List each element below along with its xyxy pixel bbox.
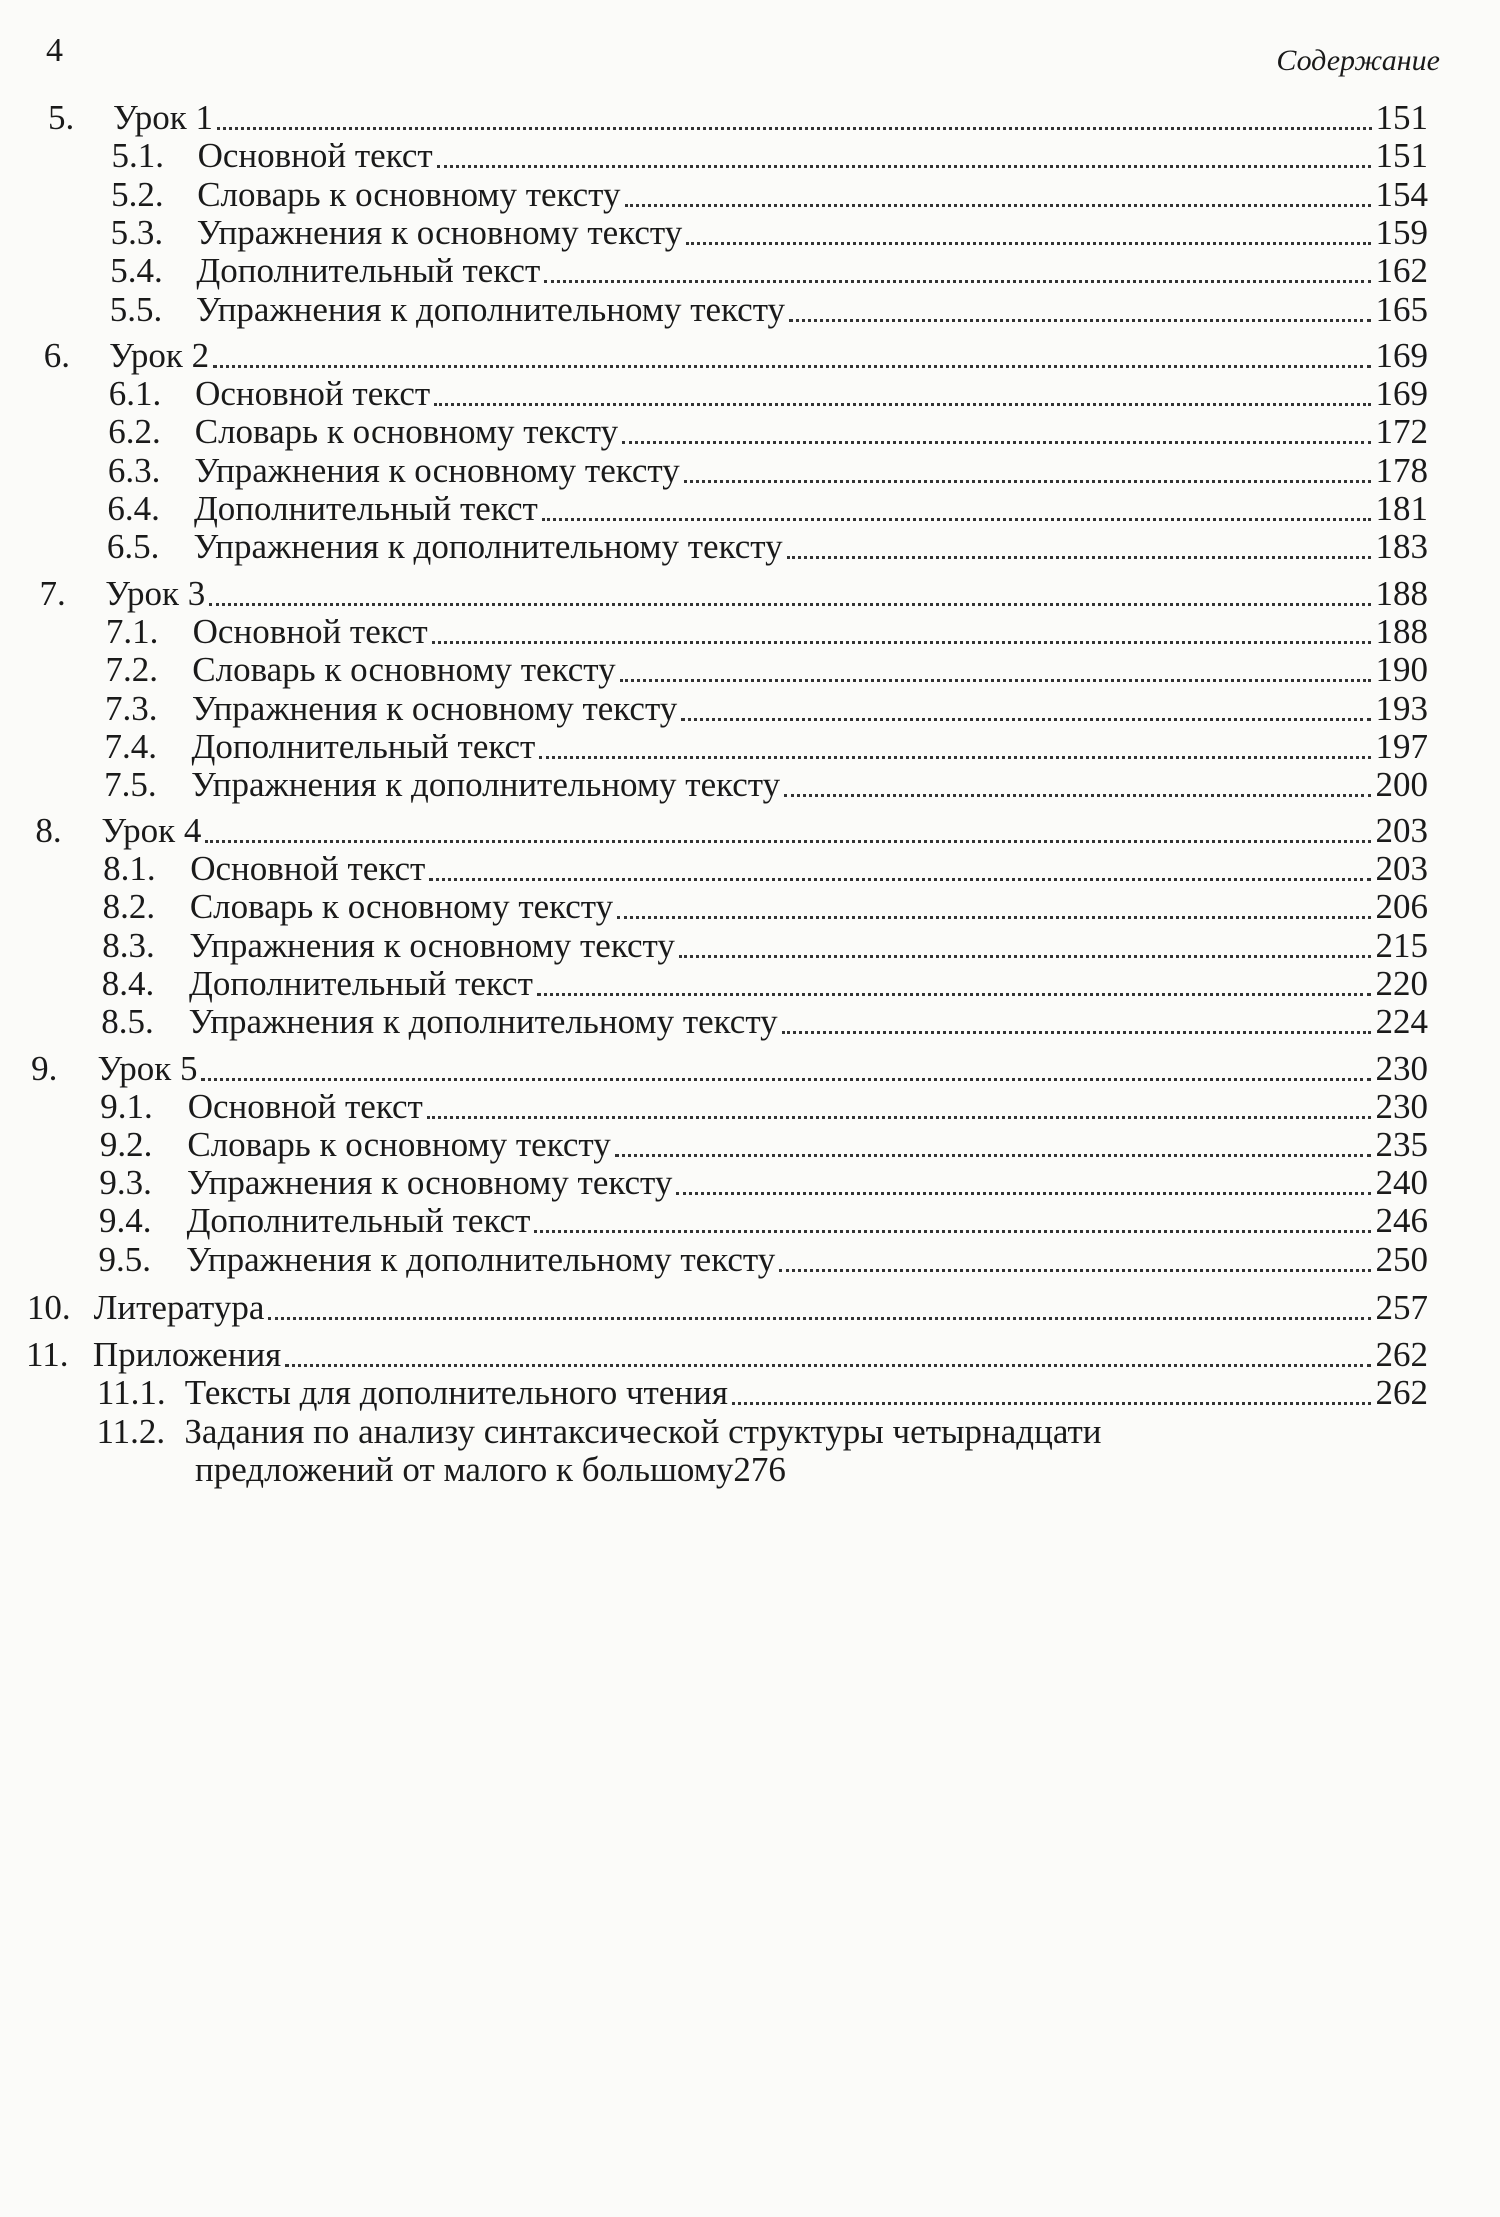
toc-dot-leader [217,127,1372,130]
toc-entry-page: 178 [1375,451,1428,490]
toc-dot-leader [779,1269,1371,1272]
toc-entry-page: 220 [1375,964,1428,1003]
toc-entry [98,1237,1428,1283]
toc-dot-leader [617,916,1371,919]
toc-dot-leader [782,1031,1372,1034]
toc-entry-page: 206 [1375,887,1428,926]
toc-entry-number: 5.2. [111,175,164,214]
toc-entry-title: Основной текст [190,849,426,888]
toc-entry-number: 9.4. [98,1201,152,1240]
toc-dot-leader [437,165,1372,168]
toc-dot-leader [209,603,1371,606]
toc-dot-leader [620,679,1372,682]
toc-entry-page: 172 [1375,412,1428,451]
toc-entry-page: 193 [1375,689,1428,728]
toc-entry-title: предложений от малого к большому [195,1450,734,1489]
toc-entry-page: 188 [1375,612,1428,651]
toc-entry-title: Упражнения к основному тексту [189,926,675,965]
toc-entry-number: 5.4. [110,251,163,290]
toc-entry-title: Упражнения к основному тексту [191,689,678,728]
toc-dot-leader [268,1317,1371,1320]
toc-entry [101,999,1428,1045]
toc-dot-leader [679,955,1372,958]
toc-entry-page: 262 [1375,1335,1428,1374]
toc-entry-title: Основной текст [195,374,431,413]
toc-entry-number: 6.1. [108,374,162,413]
toc-entry-number: 6.3. [107,451,161,490]
toc-entry-page: 200 [1375,765,1428,804]
toc-entry-number: 7.1. [105,612,159,651]
toc-dot-leader [732,1402,1372,1405]
toc-dot-leader [201,1078,1371,1081]
toc-dot-leader [285,1364,1371,1367]
toc-entry-number: 7.5. [104,765,157,804]
toc-entry-number: 7.4. [104,727,158,766]
toc-entry-page: 235 [1375,1125,1428,1164]
toc-entry-title: Урок 5 [97,1049,198,1088]
toc-dot-leader [676,1192,1371,1195]
toc-entry [112,1447,1428,1493]
toc-entry-number: 8.2. [102,887,156,926]
toc-entry-title: Дополнительный текст [189,964,533,1003]
toc-entry-title: Дополнительный текст [186,1201,531,1240]
toc-entry [27,1285,1428,1331]
toc-entry-title: Задания по анализу синтаксической структуры четырнадцати [184,1412,1102,1451]
toc-dot-leader [681,718,1371,721]
toc-entry-number: 6.4. [107,489,160,528]
toc-entry-page: 257 [1375,1288,1428,1327]
toc-entry-page: 262 [1375,1373,1428,1412]
toc-entry-number: 6.2. [108,412,161,451]
toc-entry-page: 169 [1375,374,1428,413]
toc-entry-number: 9.1. [100,1087,153,1126]
toc-entry-title: Урок 4 [101,811,202,850]
toc-entry-number: 11.1. [96,1373,166,1412]
toc-entry-number: 6. [43,336,71,375]
toc-dot-leader [789,319,1371,322]
toc-dot-leader [429,878,1371,881]
toc-dot-leader [544,280,1371,283]
toc-entry [107,524,1428,570]
toc-entry-title: Словарь к основному тексту [189,887,614,926]
toc-entry-title: Словарь к основному тексту [187,1125,611,1164]
toc-entry-number: 5.5. [109,290,163,329]
toc-entry-title: Упражнения к дополнительному тексту [196,290,786,329]
toc-entry-title: Урок 2 [109,336,210,375]
toc-entry-number: 7. [39,574,66,613]
toc-entry-page: 230 [1375,1087,1428,1126]
toc-entry-page: 151 [1375,98,1428,137]
toc-entry-number: 8.5. [101,1002,154,1041]
toc-entry-title: Основной текст [197,136,433,175]
toc-entry-number: 9.2. [99,1125,153,1164]
toc-entry-number: 5.1. [111,136,165,175]
page-number: 4 [46,32,63,69]
toc-entry [110,287,1428,333]
toc-entry-page: 151 [1375,136,1428,175]
toc-dot-leader [213,365,1371,368]
toc-dot-leader [434,403,1371,406]
toc-entry-page: 165 [1375,290,1428,329]
toc-entry-page: 188 [1375,574,1428,613]
toc-entry-number: 8.3. [102,926,155,965]
toc-entry-title: Упражнения к дополнительному тексту [186,1240,776,1279]
toc-entry-title: Словарь к основному тексту [192,650,616,689]
toc-dot-leader [432,641,1372,644]
toc-entry-number: 5. [48,98,75,137]
toc-entry-number: 11.2. [96,1412,166,1451]
toc-entry-page: 240 [1375,1163,1428,1202]
toc-entry-title: Словарь к основному тексту [194,412,619,451]
toc-entry-page: 203 [1375,811,1428,850]
toc-entry-title: Упражнения к дополнительному тексту [193,527,783,566]
toc-entry [104,762,1428,808]
toc-entry-page: 230 [1375,1049,1428,1088]
running-title: Содержание [1276,44,1440,77]
toc-entry-title: Упражнения к основному тексту [196,213,683,252]
toc-dot-leader [784,794,1371,797]
toc-dot-leader [542,518,1372,521]
toc-dot-leader [622,441,1371,444]
toc-entry-title: Дополнительный текст [196,251,541,290]
toc-entry-title: Основной текст [187,1087,423,1126]
toc-entry-title: Основной текст [192,612,428,651]
toc-dot-leader [427,1116,1372,1119]
toc-entry-page: 203 [1375,849,1428,888]
toc-entry-title: Урок 1 [113,98,213,137]
toc-entry-title: Упражнения к основному тексту [194,451,680,490]
toc-entry-number: 9.5. [98,1240,151,1279]
toc-entry-title: Упражнения к дополнительному тексту [188,1002,778,1041]
toc-entry-title: Словарь к основному тексту [197,175,621,214]
toc-entry-title: Тексты для дополнительного чтения [184,1373,728,1412]
toc-entry-number: 7.2. [105,650,158,689]
toc-entry-number: 5.3. [110,213,164,252]
toc-entry-page: 183 [1375,527,1428,566]
toc-dot-leader [205,840,1371,843]
toc-entry-number: 9. [31,1049,58,1088]
toc-dot-leader [534,1230,1371,1233]
toc-entry-page: 250 [1375,1240,1428,1279]
toc-entry-title: Упражнения к дополнительному тексту [191,765,781,804]
toc-dot-leader [625,204,1372,207]
toc-entry-page: 154 [1375,175,1428,214]
toc-dot-leader [615,1154,1372,1157]
toc-entry-number: 10. [26,1288,71,1327]
toc-entry-number: 8. [35,811,62,850]
toc-entry-page: 246 [1375,1201,1428,1240]
toc-entry-title: Дополнительный текст [193,489,538,528]
toc-entry-page: 197 [1375,727,1428,766]
toc-dot-leader [539,756,1371,759]
toc-entry-number: 8.4. [101,964,155,1003]
toc-entry-page: 190 [1375,650,1428,689]
toc-entry-page: 224 [1375,1002,1428,1041]
toc-entry-page: 169 [1375,336,1428,375]
toc-entry-page: 215 [1375,926,1428,965]
toc-dot-leader [686,242,1371,245]
toc-dot-leader [787,556,1372,559]
toc-entry-number: 9.3. [99,1163,152,1202]
toc-dot-leader [684,480,1372,483]
toc-entry-page: 159 [1375,213,1428,252]
toc-entry-page: 162 [1375,251,1428,290]
toc-entry-title: Дополнительный текст [191,727,536,766]
toc-dot-leader [537,993,1372,996]
toc-entry-number: 6.5. [106,527,160,566]
toc-entry-page: 181 [1375,489,1428,528]
toc-entry-title: Урок 3 [105,574,206,613]
toc-entry-title: Литература [93,1288,265,1327]
toc-entry-page: 276 [733,1450,786,1489]
toc-entry-title: Упражнения к основному тексту [186,1163,673,1202]
toc-entry-title: Приложения [92,1335,282,1374]
toc-entry-number: 11. [26,1335,69,1374]
toc-entry-number: 7.3. [105,689,158,728]
toc-entry-number: 8.1. [103,849,156,888]
